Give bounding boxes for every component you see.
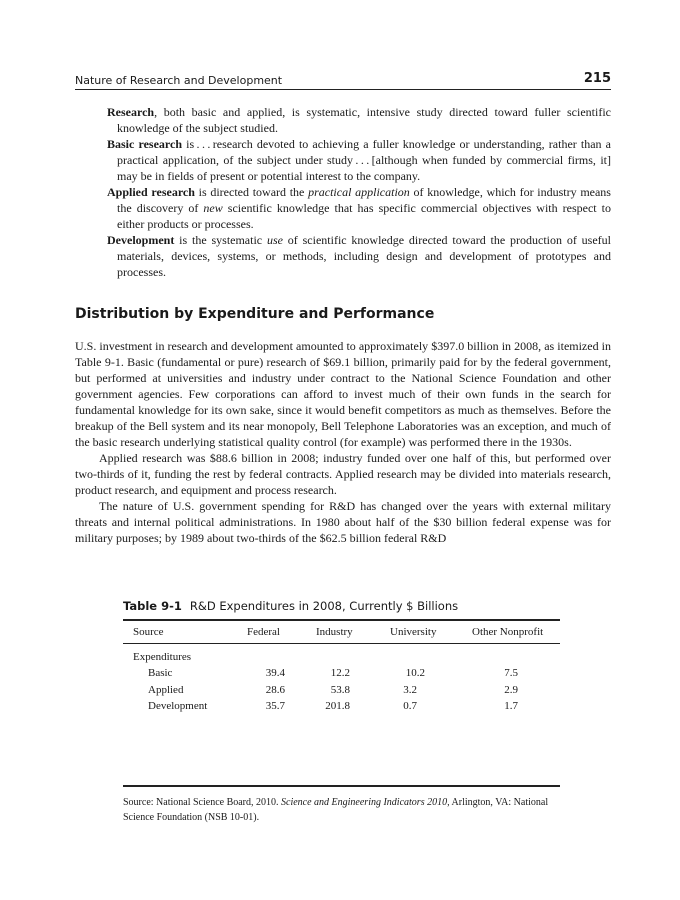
- definition-emphasis: use: [266, 233, 283, 247]
- table-caption: R&D Expenditures in 2008, Currently $ Billions: [189, 599, 459, 613]
- table-top-rule: [123, 619, 560, 621]
- definition-term: Basic research: [107, 137, 183, 151]
- source-suffix: Arlington, VA: National Science Foundation (NSB 10-01).: [123, 797, 549, 823]
- source-title: Science and Engineering Indicators 2010,: [281, 797, 450, 808]
- definition-text: scientific knowledge that has specific commercial objectives with respect to either products or processes.: [117, 201, 611, 231]
- table-cell: 12.2: [330, 667, 350, 679]
- definition-basic-research: [107, 136, 611, 184]
- table-header-other-nonprofit: Other Nonprofit: [472, 626, 544, 638]
- table-cell: 39.4: [265, 667, 285, 679]
- table-label: Table 9-1: [123, 599, 182, 613]
- definition-text: of scientific knowledge directed toward the production of useful materials, devices, systems, or methods, including design and development of prototypes and processes.: [117, 233, 611, 279]
- running-head: [75, 71, 611, 91]
- table-bottom-rule: [123, 785, 560, 787]
- definition-term: Research: [107, 105, 155, 119]
- source-prefix: Source: National Science Board, 2010.: [123, 797, 282, 808]
- table-header-source: Source: [133, 626, 164, 638]
- table-cell: 3.2: [403, 684, 417, 696]
- table-row-label-applied: Applied: [148, 684, 184, 696]
- table-cell: 2.9: [504, 684, 518, 696]
- table-cell: 7.5: [504, 667, 518, 679]
- header-rule: [75, 89, 611, 90]
- body-paragraph: U.S. investment in research and development amounted to approximately $397.0 billion in 2008, as itemized in Table 9-1. Basic (fundamental or pure) research of $69.1 billion, primarily paid for by the federal government, but performed at universities and industry under contract to the National Science Foundation and other government agencies. Few corporations can afford to invest much of their own funds in the search for fundamental knowledge for its own sake, since it would benefit competitors as much as themselves. Before the breakup of the Bell system and its near monopoly, Bell Telephone Laboratories was an exception, and much of the basic research underlying statistical quality control (for example) was performed there in the 1930s.: [75, 339, 611, 449]
- table-title: [123, 599, 458, 613]
- definition-text: is directed toward the: [194, 185, 309, 199]
- body-paragraph: The nature of U.S. government spending for R&D has changed over the years with external military threats and internal political administrations. In 1980 about half of the $30 billion federal expense was for military purposes; by 1989 about two-thirds of the $62.5 billion federal R&D: [75, 499, 611, 545]
- definition-text: , both basic and applied, is systematic, intensive study directed toward fuller scientific knowledge of the subject studied.: [117, 105, 611, 135]
- table-header-university: University: [390, 626, 437, 638]
- table-header-rule: [123, 643, 560, 644]
- table-header-federal: Federal: [247, 626, 280, 638]
- definition-emphasis: new: [203, 201, 223, 215]
- table-cell: 35.7: [265, 700, 285, 712]
- table-group-label: Expenditures: [133, 651, 192, 663]
- table-cell: 0.7: [403, 700, 417, 712]
- definition-term: Development: [107, 233, 175, 247]
- table-cell: 28.6: [265, 684, 285, 696]
- table-source-note: [123, 795, 563, 825]
- page-number: 215: [583, 71, 611, 86]
- definition-text: is the systematic: [174, 233, 267, 247]
- table-row-label-basic: Basic: [148, 667, 173, 679]
- table-header-industry: Industry: [316, 626, 353, 638]
- table-cell: 1.7: [504, 700, 518, 712]
- table-row-label-development: Development: [148, 700, 208, 712]
- table-cell: 10.2: [405, 667, 425, 679]
- body-paragraph: Applied research was $88.6 billion in 2008; industry funded over one half of this, but performed over two-thirds of it, funding the rest by federal contracts. Applied research may be divided into materials research, product research, and equipment and process research.: [75, 451, 611, 497]
- definition-term: Applied research: [107, 185, 195, 199]
- definition-applied-research: [107, 184, 611, 232]
- running-title: Nature of Research and Development: [75, 74, 283, 87]
- section-heading: Distribution by Expenditure and Performance: [75, 306, 435, 322]
- definitions-block: [107, 104, 611, 280]
- definition-development: [107, 232, 611, 280]
- table-cell: 201.8: [325, 700, 350, 712]
- table-cell: 53.8: [330, 684, 350, 696]
- definition-research: [107, 104, 611, 136]
- body-text: [75, 338, 611, 546]
- definition-text: is . . . research devoted to achieving a fuller knowledge or understanding, rather than a practical application, of the subject under study . . . [although when funded by commercial firms, it] may be in fields of present or potential interest to the company.: [117, 137, 612, 183]
- definition-text: of knowledge, which for industry means the discovery of: [117, 185, 611, 215]
- definition-emphasis: practical application: [308, 185, 410, 199]
